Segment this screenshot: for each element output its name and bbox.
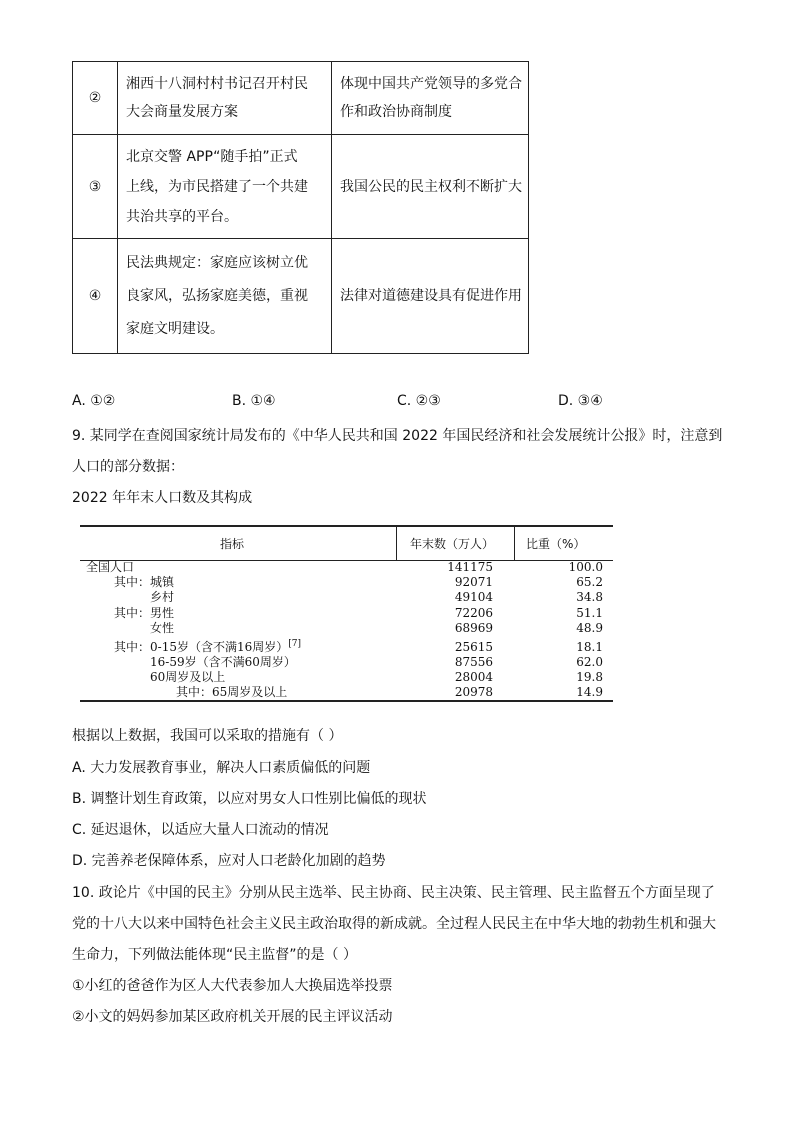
event-line: 民法典规定：家庭应该树立优 [126, 254, 308, 271]
footnote-ref[interactable]: [7] [288, 639, 301, 649]
table-row [80, 685, 613, 700]
row-share: 14.9 [576, 685, 603, 699]
row-value: 25615 [454, 640, 493, 654]
row-value: 87556 [454, 655, 493, 669]
row-label: 其中：0-15岁（含不满16周岁） [114, 640, 289, 654]
q9-option-d[interactable]: D. 完善养老保障体系，应对人口老龄化加剧的趋势 [72, 853, 386, 869]
conclusion-line: 法律对道德建设具有促进作用 [340, 288, 522, 304]
conclusion-cell [332, 135, 529, 239]
table-header [80, 525, 613, 561]
table-row [80, 590, 613, 605]
row-share: 51.1 [576, 606, 603, 620]
option-c[interactable]: C. ②③ [397, 393, 441, 409]
conclusion-line: 作和政治协商制度 [340, 104, 452, 120]
row-value: 49104 [454, 590, 493, 604]
row-number: ③ [73, 135, 118, 239]
event-line: 湘西十八洞村村书记召开村民 [126, 76, 308, 92]
row-share: 100.0 [568, 560, 603, 574]
conclusion-cell [332, 62, 529, 135]
header-share: 比重（%） [526, 537, 586, 551]
table-row [80, 640, 613, 655]
row-value: 68969 [454, 621, 493, 635]
comparison-table [72, 61, 529, 354]
option-d[interactable]: D. ③④ [558, 393, 603, 409]
table-row [73, 62, 529, 135]
row-share: 48.9 [576, 621, 603, 635]
q9-question: 根据以上数据，我国可以采取的措施有（ ） [72, 728, 343, 744]
table-row [73, 239, 529, 354]
header-indicator: 指标 [220, 537, 245, 551]
event-line: 大会商量发展方案 [126, 104, 238, 120]
table-caption: 2022 年年末人口数及其构成 [72, 490, 253, 506]
table-row [80, 621, 613, 636]
event-line: 家庭文明建设。 [126, 320, 224, 337]
q9-option-a[interactable]: A. 大力发展教育事业，解决人口素质偏低的问题 [72, 760, 371, 776]
row-share: 65.2 [576, 575, 603, 589]
row-number: ④ [73, 239, 118, 354]
event-cell [118, 239, 332, 354]
q10-item-1: ①小红的爸爸作为区人大代表参加人大换届选举投票 [72, 978, 393, 994]
row-value: 20978 [454, 685, 493, 699]
event-line: 良家风，弘扬家庭美德，重视 [126, 287, 308, 304]
table-row [80, 575, 613, 590]
row-value: 92071 [454, 575, 493, 589]
row-share: 34.8 [576, 590, 603, 604]
row-label-group [114, 640, 301, 655]
row-label: 其中：65周岁及以上 [176, 685, 288, 699]
q8-options [72, 393, 712, 413]
q10-stem-cont: 党的十八大以来中国特色社会主义民主政治取得的新成就。全过程人民民主在中华大地的勃勃生机和强大 [72, 916, 716, 932]
conclusion-line: 我国公民的民主权利不断扩大 [340, 178, 522, 195]
row-value: 72206 [454, 606, 493, 620]
row-label: 16-59岁（含不满60周岁） [150, 655, 296, 669]
table-row [80, 655, 613, 670]
column-divider [396, 527, 397, 560]
table-row [80, 670, 613, 685]
event-line: 上线，为市民搭建了一个共建 [126, 178, 308, 195]
option-a[interactable]: A. ①② [72, 393, 116, 409]
row-label: 其中：男性 [114, 606, 175, 620]
q9-stem-cont: 人口的部分数据： [72, 459, 184, 475]
event-cell [118, 62, 332, 135]
header-count: 年末数（万人） [410, 537, 495, 551]
row-share: 18.1 [576, 640, 603, 654]
table-row [73, 135, 529, 239]
q9-stem: 9. 某同学在查阅国家统计局发布的《中华人民共和国 2022 年国民经济和社会发展统计公报》时，注意到 [72, 428, 723, 444]
row-label: 乡村 [150, 590, 175, 604]
row-value: 28004 [454, 670, 493, 684]
event-cell [118, 135, 332, 239]
q10-stem-cont: 生命力，下列做法能体现“民主监督”的是（ ） [72, 947, 357, 963]
q9-option-c[interactable]: C. 延迟退休，以适应大量人口流动的情况 [72, 822, 329, 838]
event-line: 共治共享的平台。 [126, 208, 238, 225]
option-b[interactable]: B. ①④ [232, 393, 276, 409]
q10-stem: 10. 政论片《中国的民主》分别从民主选举、民主协商、民主决策、民主管理、民主监督五个方面呈现了 [72, 885, 715, 901]
table-row [80, 560, 613, 575]
row-value: 141175 [447, 560, 493, 574]
row-label: 女性 [150, 621, 175, 635]
table-row [80, 606, 613, 621]
row-label: 其中：城镇 [114, 575, 175, 589]
q9-option-b[interactable]: B. 调整计划生育政策，以应对男女人口性别比偏低的现状 [72, 791, 427, 807]
row-share: 62.0 [576, 655, 603, 669]
conclusion-cell [332, 239, 529, 354]
event-line: 北京交警 APP“随手拍”正式 [126, 148, 298, 165]
row-share: 19.8 [576, 670, 603, 684]
q10-item-2: ②小文的妈妈参加某区政府机关开展的民主评议活动 [72, 1009, 393, 1025]
conclusion-line: 体现中国共产党领导的多党合 [340, 76, 522, 92]
row-label: 60周岁及以上 [150, 670, 226, 684]
table-bottom-rule [80, 700, 613, 702]
row-number: ② [73, 62, 118, 135]
row-label: 全国人口 [86, 560, 135, 574]
column-divider [514, 527, 515, 560]
